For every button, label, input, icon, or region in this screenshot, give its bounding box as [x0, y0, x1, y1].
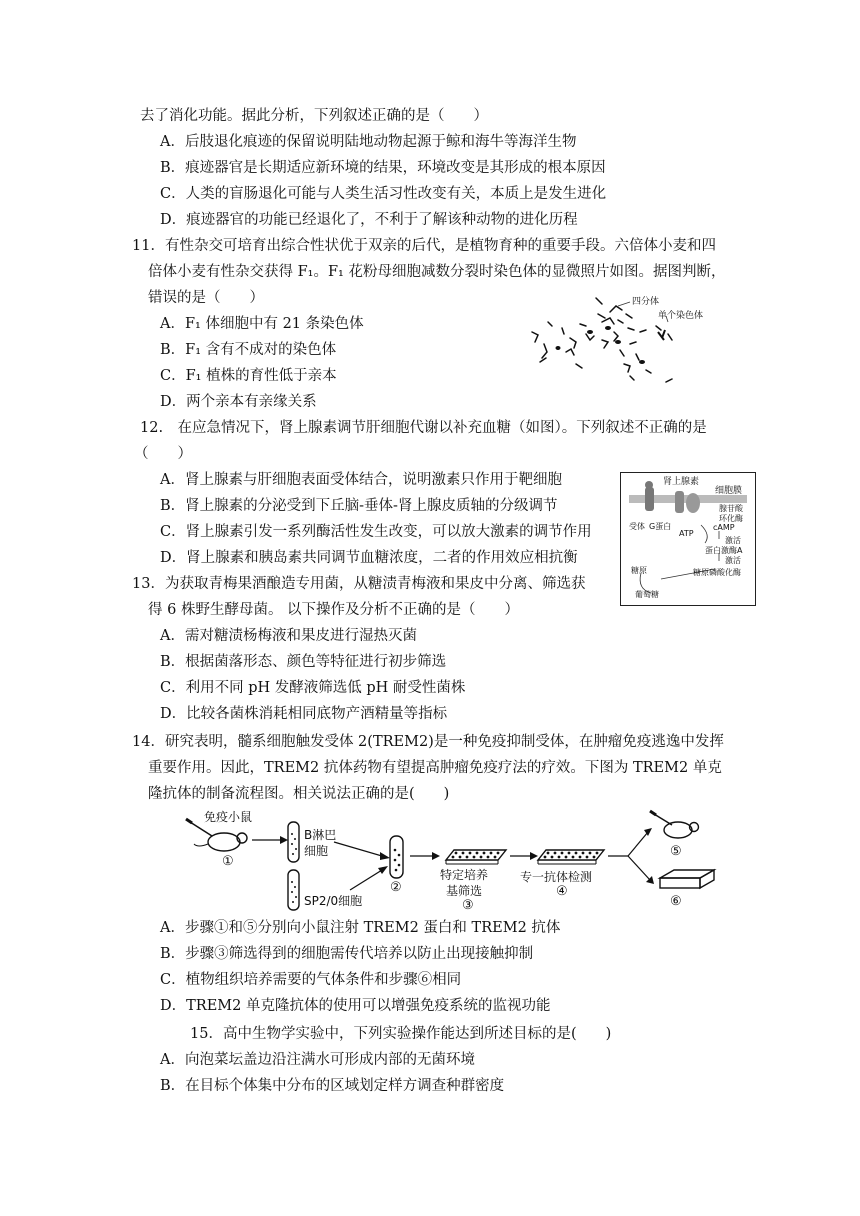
q10-stem: 去了消化功能。据此分析，下列叙述正确的是（ ） [140, 108, 488, 124]
label-sp2-cell: SP2/0细胞 [304, 894, 363, 908]
label-adrenaline: 肾上腺素 [663, 477, 700, 487]
q14-option-d: D．TREM2 单克隆抗体的使用可以增强免疫系统的监视功能 [160, 998, 551, 1014]
q12-option-d: D．肾上腺素和胰岛素共同调节血糖浓度，二者的作用效应相抗衡 [160, 550, 578, 566]
label-phosphorylase: 糖原磷酸化酶 [693, 568, 741, 577]
q10-option-c: C．人类的盲肠退化可能与人类生活习性改变有关，本质上是发生进化 [160, 186, 607, 202]
q11-option-d: D．两个亲本有亲缘关系 [160, 394, 317, 410]
q11-option-b: B．F₁ 含有不成对的染色体 [160, 342, 337, 358]
label-step-5: ⑤ [670, 844, 682, 859]
q14-option-a: A．步骤①和⑤分别向小鼠注射 TREM2 蛋白和 TREM2 抗体 [160, 920, 561, 936]
q12-stem-line1: 12. 在应急情况下，肾上腺素调节肝细胞代谢以补充血糖（如图）。下列叙述不正确的是 [140, 420, 707, 436]
label-step-4: ④ [556, 884, 568, 899]
label-immune-mouse: 免疫小鼠 [204, 810, 253, 824]
label-step-6: ⑥ [670, 894, 682, 909]
q12-option-a: A．肾上腺素与肝细胞表面受体结合，说明激素只作用于靶细胞 [160, 472, 562, 488]
label-receptor: 受体 [629, 522, 645, 531]
label-step-2: ② [390, 880, 402, 895]
label-adenylate-2: 环化酶 [719, 514, 743, 523]
q12-option-c: C．肾上腺素引发一系列酶活性发生改变，可以放大激素的调节作用 [160, 524, 592, 540]
q15-option-b: B．在目标个体集中分布的区域划定样方调查种群密度 [160, 1078, 505, 1094]
label-antibody-detection: 专一抗体检测 [520, 870, 593, 884]
q13-option-b: B．根据菌落形态、颜色等特征进行初步筛选 [160, 654, 447, 670]
q13-stem-line2: 得 6 株野生酵母菌。 以下操作及分析不正确的是（ ） [148, 602, 520, 618]
q10-option-b: B．痕迹器官是长期适应新环境的结果，环境改变是其形成的根本原因 [160, 160, 606, 176]
q11-stem-line3: 错误的是（ ） [148, 290, 264, 306]
label-atp: ATP [679, 529, 694, 538]
label-screening-line1: 特定培养 [440, 868, 489, 882]
label-pka: 蛋白激酶A [705, 546, 743, 555]
q15-stem: 15．高中生物学实验中，下列实验操作能达到所述目标的是( ) [190, 1026, 612, 1042]
label-glucose: 葡萄糖 [635, 590, 659, 599]
label-screening-line2: 基筛选 [446, 884, 483, 898]
q14-stem-line3: 隆抗体的制备流程图。相关说法正确的是( ) [148, 786, 450, 802]
q11-option-c: C．F₁ 植株的育性低于亲本 [160, 368, 337, 384]
q10-option-d: D．痕迹器官的功能已经退化了，不利于了解该种动物的进化历程 [160, 212, 578, 228]
q14-stem-line2: 重要作用。因此，TREM2 抗体药物有望提高肿瘤免疫疗法的疗效。下图为 TREM2 单克 [148, 760, 722, 776]
q14-stem-line1: 14．研究表明，髓系细胞触发受体 2(TREM2)是一种免疫抑制受体，在肿瘤免疫逃逸中发挥 [132, 734, 724, 750]
label-membrane: 细胞膜 [715, 486, 743, 496]
chromosome-micrograph-figure [518, 292, 736, 396]
q10-option-a: A．后肢退化痕迹的保留说明陆地动物起源于鲸和海牛等海洋生物 [160, 134, 577, 150]
q14-option-b: B．步骤③筛选得到的细胞需传代培养以防止出现接触抑制 [160, 946, 534, 962]
q11-stem-line1: 11．有性杂交可培育出综合性状优于双亲的后代，是植物育种的重要手段。六倍体小麦和四 [132, 238, 716, 254]
label-activate-1: 激活 [725, 536, 741, 545]
label-adenylate-1: 腺苷酸 [719, 504, 743, 513]
label-glycogen: 糖原 [631, 566, 647, 575]
label-step-3: ③ [462, 898, 474, 913]
q14-option-c: C．植物组织培养需要的气体条件和步骤⑥相同 [160, 972, 462, 988]
q12-option-b: B．肾上腺素的分泌受到下丘脑-垂体-肾上腺皮质轴的分级调节 [160, 498, 558, 514]
q13-option-c: C．利用不同 pH 发酵液筛选低 pH 耐受性菌株 [160, 680, 466, 696]
q15-option-a: A．向泡菜坛盖边沿注满水可形成内部的无菌环境 [160, 1052, 475, 1068]
q13-option-d: D．比较各菌株消耗相同底物产酒精量等指标 [160, 706, 448, 722]
label-b-cell-line2: 细胞 [304, 844, 329, 858]
q11-option-a: A．F₁ 体细胞中有 21 条染色体 [160, 316, 364, 332]
label-activate-2: 激活 [725, 556, 741, 565]
label-single-chromosome: 单个染色体 [658, 311, 704, 321]
q11-stem-line2: 倍体小麦有性杂交获得 F₁。F₁ 花粉母细胞减数分裂时染色体的显微照片如图。据图判断， [148, 264, 726, 280]
q13-option-a: A．需对糖渍杨梅液和果皮进行湿热灭菌 [160, 628, 417, 644]
label-tetrad: 四分体 [632, 297, 660, 307]
q12-stem-line2: （ ） [134, 446, 192, 462]
label-step-1: ① [222, 854, 234, 869]
antibody-preparation-flowchart [184, 808, 724, 918]
q13-stem-line1: 13．为获取青梅果酒酿造专用菌，从糖渍青梅液和果皮中分离、筛选获 [132, 576, 586, 592]
label-camp: cAMP [713, 523, 735, 532]
label-g-protein: G蛋白 [649, 522, 672, 531]
label-b-cell-line1: B淋巴 [304, 828, 337, 842]
adrenaline-pathway-figure [620, 472, 756, 606]
